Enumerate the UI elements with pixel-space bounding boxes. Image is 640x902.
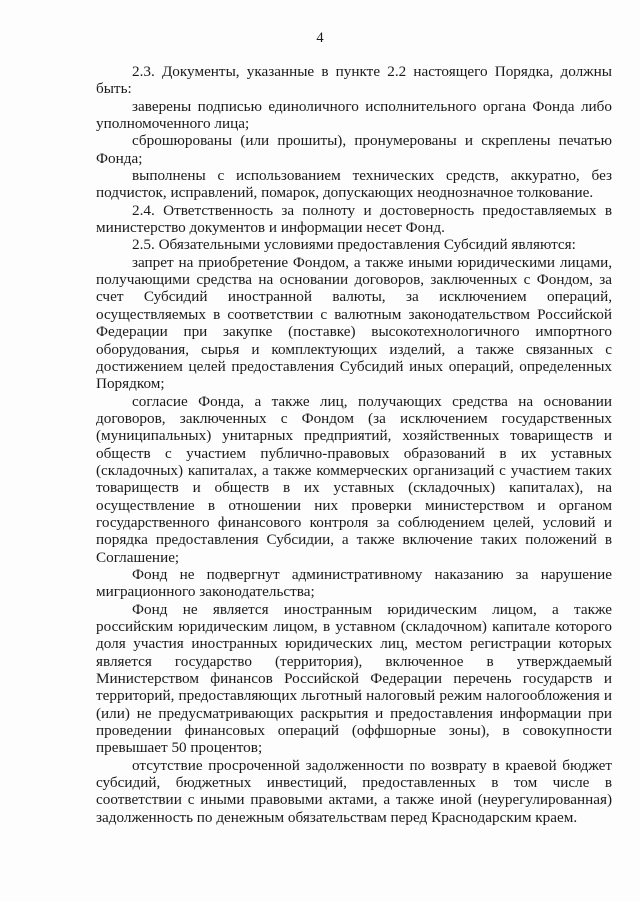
list-item-signed: заверены подписью единоличного исполнительного органа Фонда либо уполномоченного лица; xyxy=(96,97,612,133)
paragraph-2-4: 2.4. Ответственность за полноту и достоверность предоставляемых в министерство документов и информации несет Фонд. xyxy=(96,201,612,237)
condition-no-penalty: Фонд не подвергнут административному наказанию за нарушение миграционного законодательства; xyxy=(96,565,612,601)
list-item-technical: выполнены с использованием технических средств, аккуратно, без подчисток, исправлений, помарок, допускающих неоднозначное толкование. xyxy=(96,167,612,202)
condition-currency-ban: запрет на приобретение Фондом, а также иными юридическими лицами, получающими средства на основании договоров, заключенных с Фондом, за счет Субсидий иностранной валюты, за исключением операций, осуществляемых в соответствии с валютным законодательством Российской Федерации при закупке (поставке) высокотехнологичного импортного оборудования, сырья и комплектующих изделий, а также связанных с достижением целей предоставления Субсидий иных операций, определенных Порядком; xyxy=(96,253,612,393)
list-item-bound: сброшюрованы (или прошиты), пронумерованы и скреплены печатью Фонда; xyxy=(96,132,612,167)
condition-inspection-consent: согласие Фонда, а также лиц, получающих средства на основании договоров, заключенных с Фондом (за исключением государственных (муниципальных) унитарных предприятий, хозяйственных товариществ и обществ с участием публично-правовых образований в их уставных (складочных) капиталах, а также коммерческих организаций с участием таких товариществ и обществ в их уставных (складочных) капиталах), на осуществление в отношении них проверки министерством и органом государственного финансового контроля за соблюдением целей, условий и порядка предоставления Субсидии, а также включение таких положений в Соглашение; xyxy=(96,392,612,566)
condition-not-foreign: Фонд не является иностранным юридическим лицом, а также российским юридическим лицом, в уставном (складочном) капитале которого доля участия иностранных юридических лиц, местом регистрации которых является государство (территория), включенное в утверждаемый Министерством финансов Российской Федерации перечень государств и территорий, предоставляющих льготный налоговый режим налогообложения и (или) не предусматривающих раскрытия и предоставления информации при проведении финансовых операций (оффшорные зоны), в совокупности превышает 50 процентов; xyxy=(96,600,612,757)
paragraph-2-5: 2.5. Обязательными условиями предоставления Субсидий являются: xyxy=(132,236,576,254)
document-body xyxy=(96,63,612,826)
paragraph-2-3: 2.3. Документы, указанные в пункте 2.2 настоящего Порядка, должны быть: xyxy=(96,63,612,98)
page-number: 4 xyxy=(316,30,324,46)
condition-no-overdue-debt: отсутствие просроченной задолженности по возврату в краевой бюджет субсидий, бюджетных инвестиций, предоставленных в том числе в соответствии с иными правовыми актами, а также иной (неурегулированная) задолженность по денежным обязательствам перед Краснодарским краем. xyxy=(96,756,612,826)
